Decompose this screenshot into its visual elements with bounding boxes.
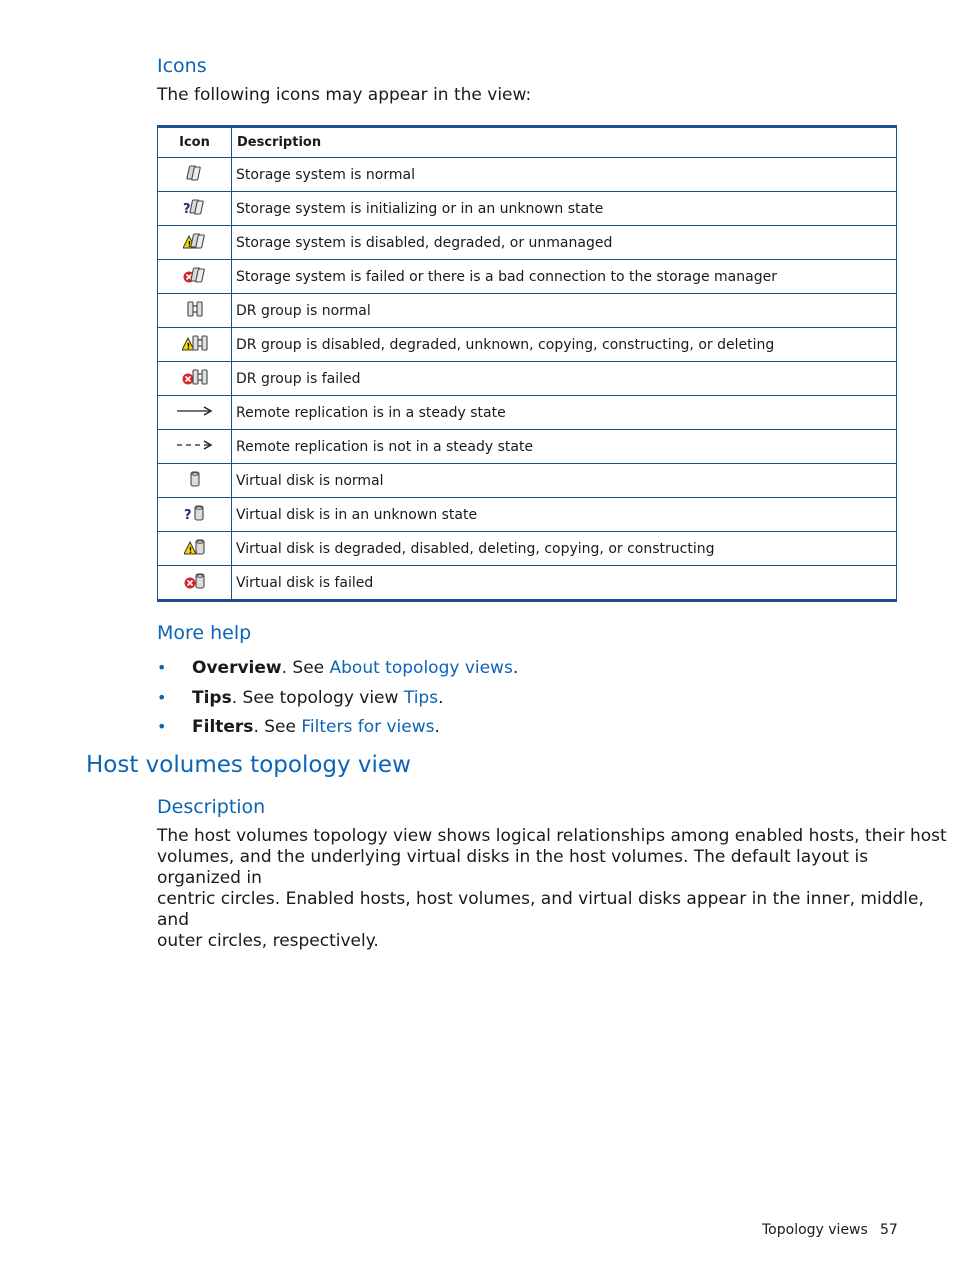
table-row	[158, 362, 897, 396]
svg-text:!: !	[188, 545, 192, 555]
table-row	[158, 396, 897, 430]
column-header-description: Description	[232, 127, 897, 158]
solid-arrow-icon	[176, 405, 214, 421]
dr-group-normal-icon	[186, 300, 204, 322]
help-item-end: .	[434, 717, 440, 737]
description-line: The host volumes topology view shows logical relationships among enabled hosts, their host	[157, 826, 947, 846]
tips-link[interactable]: Tips	[403, 687, 439, 708]
table-row	[158, 226, 897, 260]
table-row	[158, 464, 897, 498]
more-help-list	[157, 656, 518, 745]
column-header-icon: Icon	[158, 127, 232, 158]
virtual-disk-warning-icon	[184, 538, 206, 560]
help-item-term: Tips	[192, 687, 232, 708]
virtual-disk-unknown-icon	[184, 504, 206, 526]
svg-text:?: ?	[182, 201, 191, 216]
table-row	[158, 192, 897, 226]
help-item-term: Filters	[192, 717, 254, 737]
svg-text:!: !	[186, 341, 190, 351]
table-row	[158, 498, 897, 532]
row-description: DR group is normal	[232, 294, 897, 328]
virtual-disk-normal-icon	[189, 470, 201, 492]
icons-heading: Icons	[157, 55, 207, 77]
row-description: DR group is disabled, degraded, unknown, copying, constructing, or deleting	[232, 328, 897, 362]
list-item	[157, 686, 518, 716]
description-line: volumes, and the underlying virtual disks in the host volumes. The default layout is organized in	[157, 847, 869, 888]
row-description: DR group is failed	[232, 362, 897, 396]
help-item-end: .	[512, 658, 519, 678]
virtual-disk-failed-icon	[184, 572, 206, 594]
section-title: Host volumes topology view	[86, 752, 411, 778]
page-number: 57	[880, 1222, 898, 1238]
description-line: centric circles. Enabled hosts, host volumes, and virtual disks appear in the inner, middle, and	[157, 889, 924, 930]
dr-group-warning-icon	[182, 334, 208, 356]
footer-section-name: Topology views	[762, 1222, 868, 1238]
row-description: Storage system is initializing or in an unknown state	[232, 192, 897, 226]
row-description: Storage system is disabled, degraded, or unmanaged	[232, 226, 897, 260]
description-paragraph	[157, 826, 954, 952]
storage-system-normal-icon	[186, 164, 204, 186]
table-row	[158, 260, 897, 294]
description-line: outer circles, respectively.	[157, 931, 379, 951]
row-description: Virtual disk is failed	[232, 566, 897, 601]
table-row	[158, 566, 897, 601]
row-description: Storage system is normal	[232, 158, 897, 192]
icons-intro: The following icons may appear in the view:	[157, 85, 532, 105]
table-header-row	[158, 127, 897, 158]
dashed-arrow-icon	[176, 439, 214, 455]
description-heading: Description	[157, 796, 266, 818]
more-help-heading: More help	[157, 622, 252, 644]
storage-system-warning-icon	[183, 232, 207, 254]
row-description: Virtual disk is in an unknown state	[232, 498, 897, 532]
bullet-icon: •	[157, 658, 167, 677]
row-description: Virtual disk is normal	[232, 464, 897, 498]
row-description: Remote replication is in a steady state	[232, 396, 897, 430]
row-description: Virtual disk is degraded, disabled, deleting, copying, or constructing	[232, 532, 897, 566]
about-topology-views-link[interactable]: About topology views	[329, 658, 513, 678]
row-description: Remote replication is not in a steady state	[232, 430, 897, 464]
help-item-text: . See	[281, 658, 330, 678]
help-item-end: .	[438, 687, 444, 708]
table-row	[158, 158, 897, 192]
help-item-text: . See	[253, 717, 302, 737]
row-description: Storage system is failed or there is a bad connection to the storage manager	[232, 260, 897, 294]
svg-text:?: ?	[183, 507, 192, 522]
table-row	[158, 294, 897, 328]
table-row	[158, 532, 897, 566]
storage-system-unknown-icon	[183, 198, 207, 220]
help-item-text: . See topology view	[231, 687, 404, 708]
table-row	[158, 328, 897, 362]
help-item-term: Overview	[192, 658, 282, 678]
bullet-icon: •	[157, 687, 167, 707]
icon-table	[157, 125, 897, 602]
dr-group-failed-icon	[182, 368, 208, 390]
storage-system-failed-icon	[183, 266, 207, 288]
bullet-icon: •	[157, 717, 167, 736]
table-row	[158, 430, 897, 464]
list-item	[157, 715, 518, 745]
list-item	[157, 656, 518, 686]
svg-text:!: !	[187, 239, 191, 249]
filters-for-views-link[interactable]: Filters for views	[301, 717, 435, 737]
